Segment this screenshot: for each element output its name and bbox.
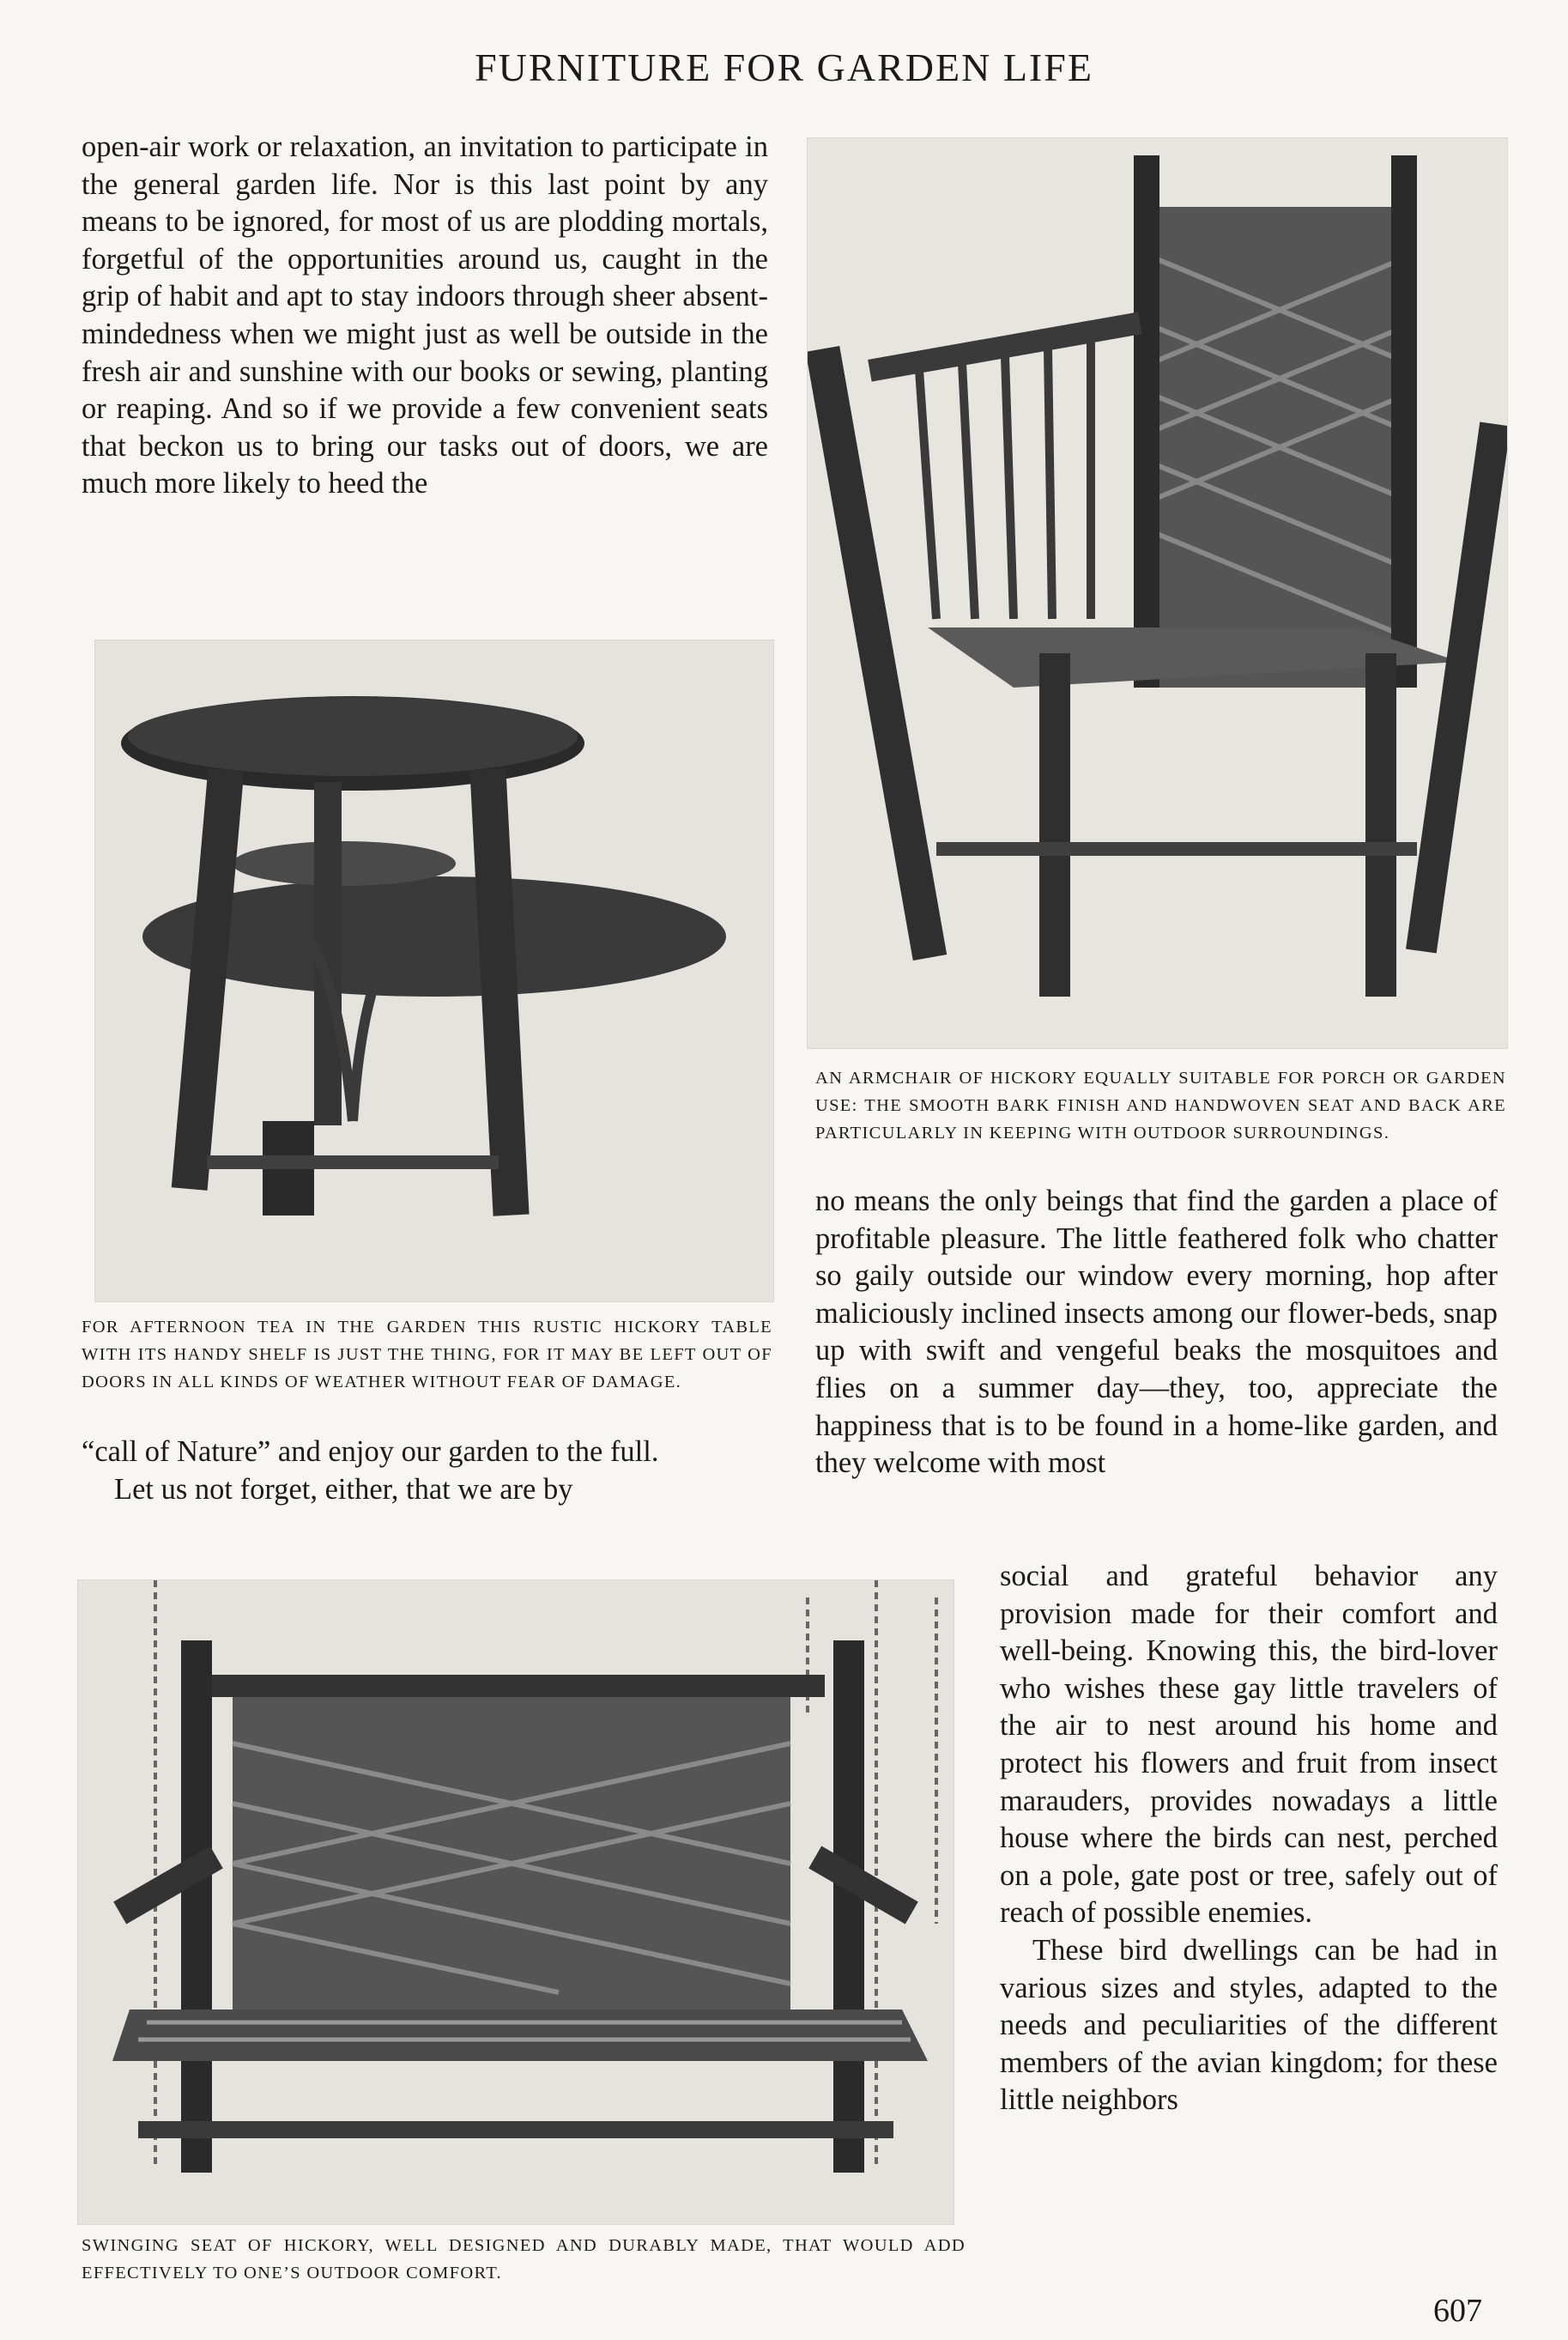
paragraph: no means the only beings that find the garden a place of profitable pleasure. The little feathered folk who chatter so gaily outside our window every morning, hop after maliciously inclined insects among our flower-beds, snap up with swift and vengeful beaks the mosquitoes and flies on a summer day—they, too, appreciate the happiness that is to be found in a home-like garden, and they welcome with most bbox=[815, 1185, 1498, 1480]
paragraph: These bird dwellings can be had in various sizes and styles, adapted to the needs and peculiarities of the different members of the avian kingdom; for these little neighbors bbox=[1000, 1933, 1498, 2117]
paragraph: social and grateful behavior any provision made for their comfort and well-being. Knowing this, the bird-lover who wishes these gay little travelers of the air to nest around his home and protect his flowers and fruit from insect marauders, provides nowadays a little house where the birds can nest, perched on a pole, gate post or tree, safely out of reach of possible enemies. bbox=[1000, 1560, 1498, 1930]
armchair-photo-caption: AN ARMCHAIR OF HICKORY EQUALLY SUITABLE FOR PORCH OR GARDEN USE: THE SMOOTH BARK FINISH AND HANDWOVEN SEAT AND BACK ARE PARTICULARLY IN KEEPING WITH OUTDOOR SURROUNDINGS. bbox=[815, 1069, 1506, 1143]
body-text-left-top bbox=[82, 129, 768, 503]
armchair-photo bbox=[807, 137, 1508, 1049]
page-title: FURNITURE FOR GARDEN LIFE bbox=[475, 45, 1093, 89]
paragraph: open-air work or relaxation, an invitation to participate in the general garden life. Nor is this last point by any means to be ignored, for most of us are plodding mortals, forgetful of the opportunities around us, caught in the grip of habit and apt to stay indoors through sheer absent-mindedness when we might just as well be outside in the fresh air and sunshine with our books or sewing, planting or reaping. And so if we provide a few convenient seats that beckon us to bring our tasks out of doors, we are much more likely to heed the bbox=[82, 130, 768, 500]
hickory-armchair-illustration bbox=[808, 138, 1507, 1048]
swing-photo bbox=[77, 1579, 954, 2225]
hickory-table-illustration bbox=[95, 640, 773, 1301]
paragraph: “call of Nature” and enjoy our garden to the full. bbox=[82, 1435, 659, 1468]
page-number: 607 bbox=[1433, 2293, 1482, 2329]
table-photo bbox=[94, 640, 774, 1302]
body-text-right-mid bbox=[815, 1183, 1498, 1482]
body-text-left-mid bbox=[82, 1434, 772, 1508]
table-photo-caption: FOR AFTERNOON TEA IN THE GARDEN THIS RUSTIC HICKORY TABLE WITH ITS HANDY SHELF IS JUST THE THING, FOR IT MAY BE LEFT OUT OF DOORS IN ALL KINDS OF WEATHER WITHOUT FEAR OF DAMAGE. bbox=[82, 1318, 772, 1391]
hickory-swing-illustration bbox=[78, 1580, 954, 2224]
swing-photo-caption: SWINGING SEAT OF HICKORY, WELL DESIGNED AND DURABLY MADE, THAT WOULD ADD EFFECTIVELY TO ONE’S OUTDOOR COMFORT. bbox=[82, 2236, 966, 2282]
body-text-right-bottom bbox=[1000, 1558, 1498, 2119]
paragraph: Let us not forget, either, that we are by bbox=[114, 1472, 573, 1506]
